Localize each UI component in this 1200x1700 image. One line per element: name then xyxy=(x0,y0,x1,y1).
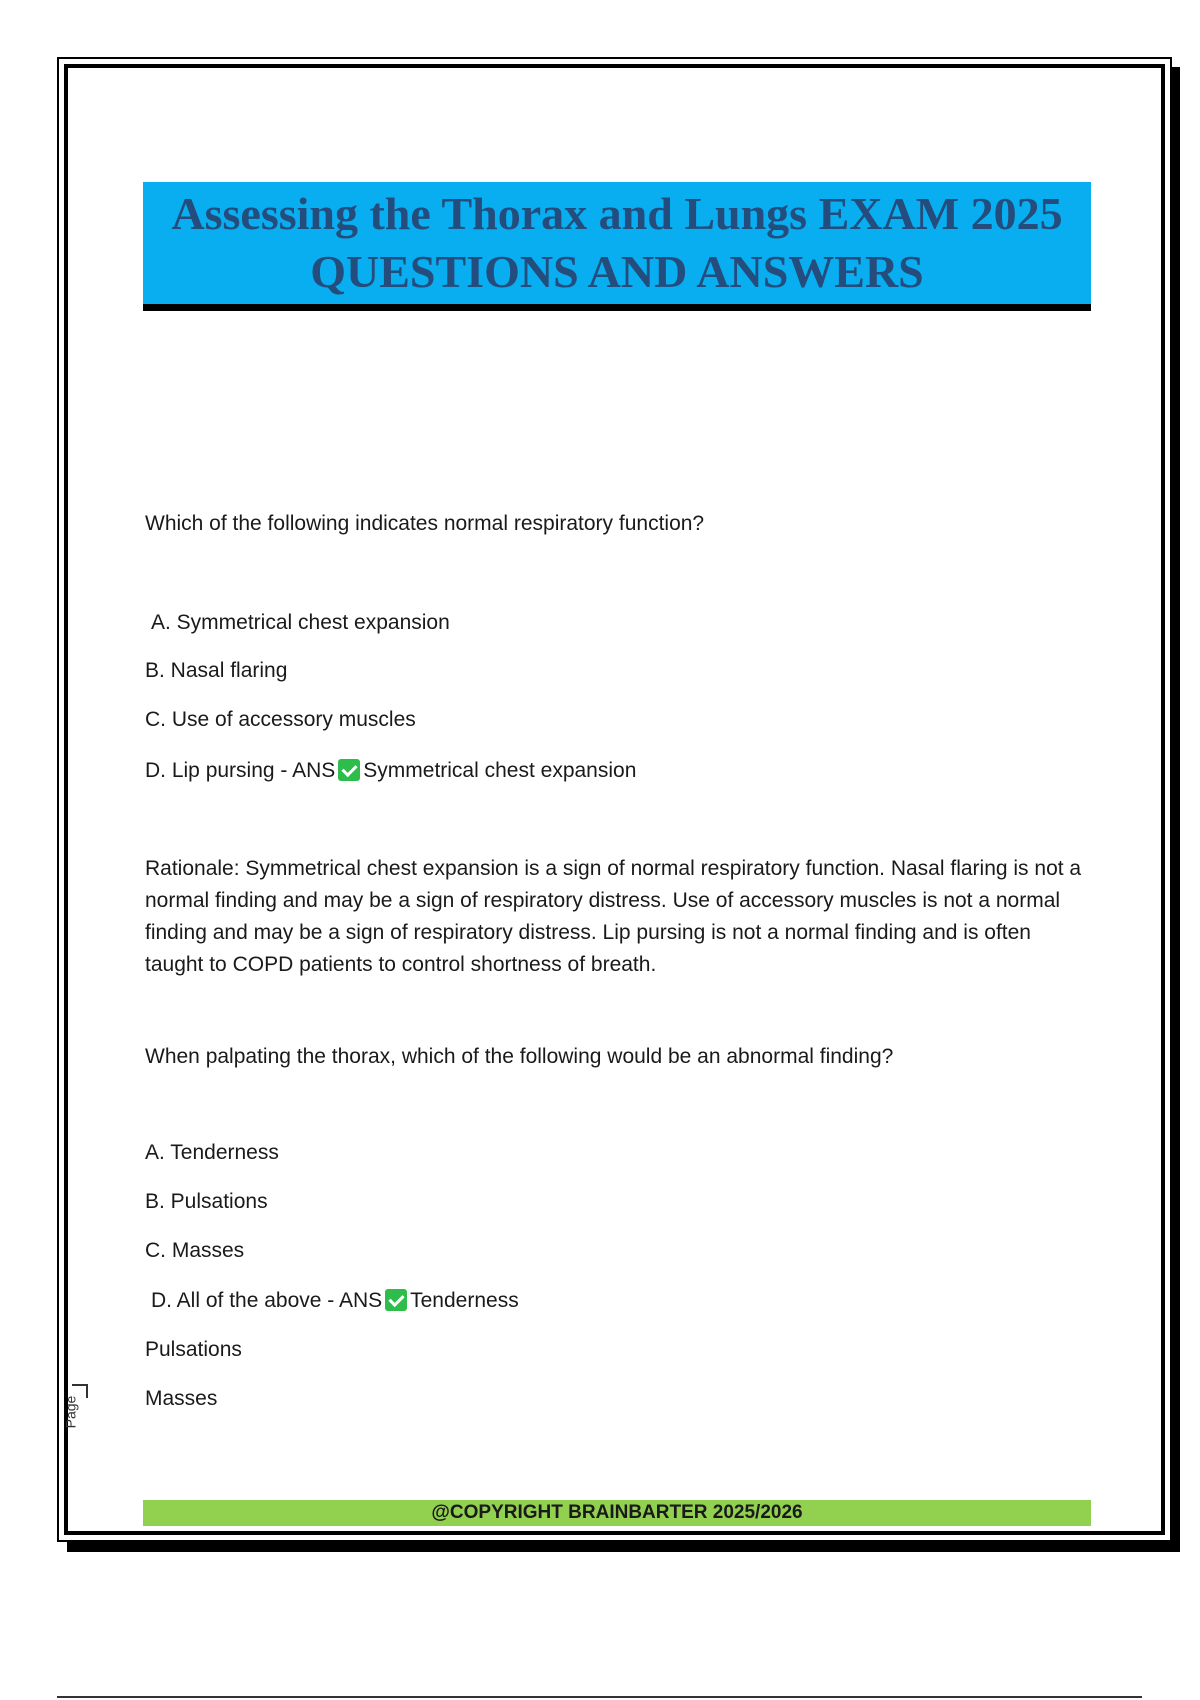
q1-option-c: C. Use of accessory muscles xyxy=(145,708,416,731)
q2-option-d-label: D. All of the above - ANS xyxy=(151,1289,383,1312)
q1-option-d xyxy=(145,759,636,783)
q2-option-d xyxy=(151,1289,519,1313)
q1-rationale: Rationale: Symmetrical chest expansion is a sign of normal respiratory function. Nasal flaring is not a normal finding and may be a sign of respiratory distress. Use of accessory muscles is not a normal finding and may be a sign of respiratory distress. Lip pursing is not a normal finding and is often taught to COPD patients to control shortness of breath. xyxy=(145,857,1082,976)
page-label-text: Page xyxy=(62,1395,79,1429)
checkmark-icon xyxy=(338,759,360,781)
page-label xyxy=(62,1382,96,1442)
q1-option-a: A. Symmetrical chest expansion xyxy=(151,611,450,634)
q1-answer: Symmetrical chest expansion xyxy=(363,759,637,782)
q2-option-c: C. Masses xyxy=(145,1239,245,1262)
q1-option-d-label: D. Lip pursing - ANS xyxy=(145,759,336,782)
q2-answer-3: Masses xyxy=(145,1387,218,1410)
title-banner xyxy=(143,182,1091,311)
title-line-2: QUESTIONS AND ANSWERS xyxy=(310,246,924,297)
checkmark-icon xyxy=(385,1289,407,1311)
q2-answer-2: Pulsations xyxy=(145,1338,242,1361)
q2-option-a: A. Tenderness xyxy=(145,1141,279,1164)
title-line-1: Assessing the Thorax and Lungs EXAM 2025 xyxy=(171,188,1063,239)
q2-answer-1: Tenderness xyxy=(410,1289,519,1312)
q2-option-b: B. Pulsations xyxy=(145,1190,268,1213)
bottom-rule xyxy=(57,1696,1142,1698)
copyright-footer: @COPYRIGHT BRAINBARTER 2025/2026 xyxy=(143,1500,1091,1526)
question-1: Which of the following indicates normal respiratory function? xyxy=(145,512,705,535)
question-2: When palpating the thorax, which of the following would be an abnormal finding? xyxy=(145,1045,894,1068)
q1-option-b: B. Nasal flaring xyxy=(145,659,288,682)
